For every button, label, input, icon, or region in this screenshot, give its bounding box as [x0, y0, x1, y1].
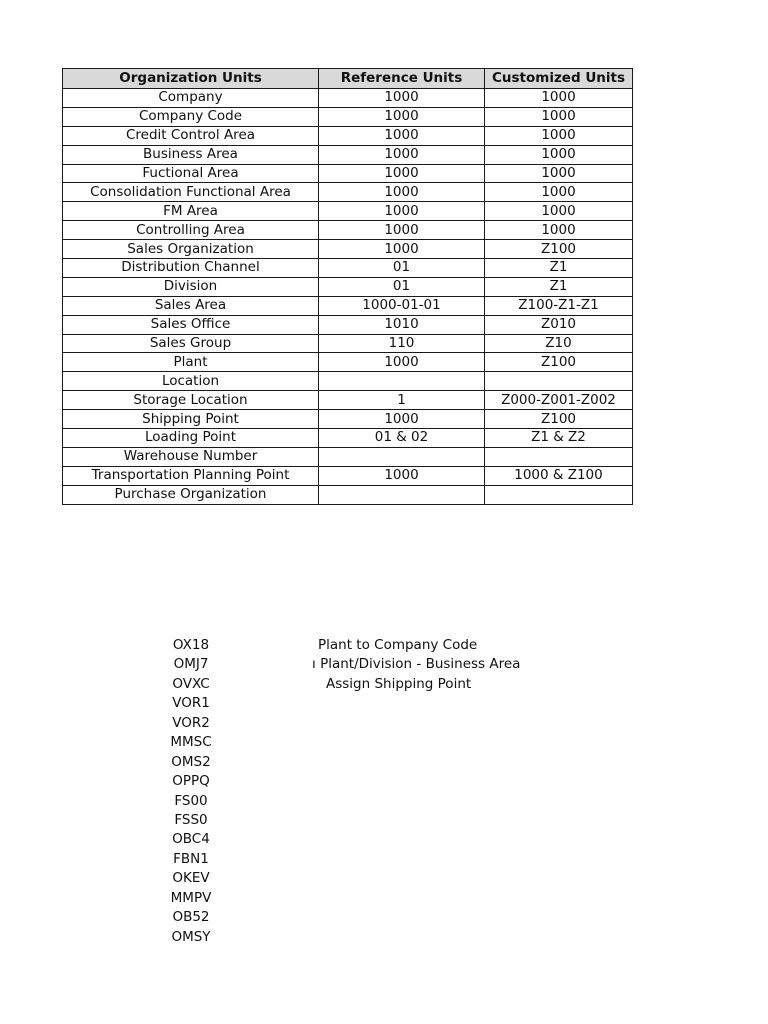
cell-reference-unit: 1000 — [319, 89, 485, 108]
cell-customized-unit: Z010 — [485, 315, 633, 334]
cell-organization-unit: Transportation Planning Point — [63, 466, 319, 485]
header-customized-units: Customized Units — [485, 69, 633, 89]
description-item: Plant to Company Code — [318, 637, 478, 653]
table-row — [63, 429, 633, 448]
table-row — [63, 126, 633, 145]
cell-customized-unit: 1000 — [485, 221, 633, 240]
table-row — [63, 259, 633, 278]
table-row — [63, 202, 633, 221]
table-row — [63, 447, 633, 466]
cell-organization-unit: Fuctional Area — [63, 164, 319, 183]
cell-customized-unit: Z100 — [485, 410, 633, 429]
table-row — [63, 485, 633, 504]
table-row — [63, 107, 633, 126]
cell-organization-unit: Credit Control Area — [63, 126, 319, 145]
transaction-code-item: FBN1 — [173, 850, 209, 867]
cell-organization-unit: Sales Organization — [63, 240, 319, 259]
table-row — [63, 315, 633, 334]
cell-customized-unit: Z100-Z1-Z1 — [485, 296, 633, 315]
transaction-code-item: VOR1 — [172, 695, 210, 712]
cell-organization-unit: FM Area — [63, 202, 319, 221]
transaction-code-item: OB52 — [172, 909, 210, 926]
table-row — [63, 391, 633, 410]
cell-reference-unit: 1000-01-01 — [319, 296, 485, 315]
cell-organization-unit: Sales Office — [63, 315, 319, 334]
transaction-code-item: FSS0 — [174, 811, 208, 828]
cell-reference-unit: 1000 — [319, 107, 485, 126]
cell-organization-unit: Storage Location — [63, 391, 319, 410]
cell-organization-unit: Sales Area — [63, 296, 319, 315]
transaction-code-item: OMSY — [171, 928, 211, 945]
cell-customized-unit — [485, 447, 633, 466]
cell-customized-unit: Z100 — [485, 353, 633, 372]
description-text: Plant/Division - Business Area — [320, 656, 521, 673]
cell-reference-unit: 1000 — [319, 221, 485, 240]
cell-reference-unit: 01 — [319, 259, 485, 278]
cell-customized-unit: 1000 — [485, 183, 633, 202]
cell-customized-unit: Z1 — [485, 277, 633, 296]
cell-customized-unit: Z1 — [485, 259, 633, 278]
cell-customized-unit: 1000 — [485, 107, 633, 126]
table-row — [63, 466, 633, 485]
cell-reference-unit: 110 — [319, 334, 485, 353]
table-header-row — [63, 69, 633, 89]
cell-customized-unit — [485, 485, 633, 504]
cell-customized-unit: 1000 — [485, 164, 633, 183]
cell-reference-unit — [319, 447, 485, 466]
cell-organization-unit: Company — [63, 89, 319, 108]
cell-reference-unit: 01 — [319, 277, 485, 296]
cell-customized-unit: 1000 — [485, 145, 633, 164]
header-organization-units: Organization Units — [63, 69, 319, 89]
cell-reference-unit: 1000 — [319, 353, 485, 372]
cell-reference-unit: 1000 — [319, 164, 485, 183]
cell-reference-unit: 1000 — [319, 202, 485, 221]
organization-units-table — [62, 68, 633, 505]
cell-reference-unit: 1000 — [319, 145, 485, 164]
transaction-code-item: MMSC — [170, 734, 212, 751]
clipped-char: ı — [312, 656, 316, 673]
cell-reference-unit — [319, 485, 485, 504]
header-reference-units: Reference Units — [319, 69, 485, 89]
table-row — [63, 372, 633, 391]
transaction-code-item: OPPQ — [172, 773, 210, 790]
table-row — [63, 334, 633, 353]
cell-organization-unit: Controlling Area — [63, 221, 319, 240]
description-item: Assign Shipping Point — [326, 675, 472, 692]
cell-reference-unit: 1000 — [319, 183, 485, 202]
cell-organization-unit: Company Code — [63, 107, 319, 126]
transaction-code-list — [150, 636, 232, 947]
cell-customized-unit: 1000 — [485, 202, 633, 221]
transaction-description-list — [312, 636, 521, 694]
cell-organization-unit: Location — [63, 372, 319, 391]
cell-organization-unit: Warehouse Number — [63, 447, 319, 466]
table-row — [63, 164, 633, 183]
cell-organization-unit: Sales Group — [63, 334, 319, 353]
cell-customized-unit: Z10 — [485, 334, 633, 353]
description-item — [312, 655, 520, 674]
transaction-code-item: OMS2 — [171, 753, 211, 770]
transaction-code-item: OMJ7 — [173, 656, 209, 673]
transaction-code-item: MMPV — [170, 889, 212, 906]
cell-reference-unit: 1000 — [319, 240, 485, 259]
cell-customized-unit: Z000-Z001-Z002 — [485, 391, 633, 410]
cell-reference-unit: 01 & 02 — [319, 429, 485, 448]
transaction-code-item: OKEV — [172, 870, 210, 887]
cell-organization-unit: Division — [63, 277, 319, 296]
cell-customized-unit: Z100 — [485, 240, 633, 259]
cell-organization-unit: Purchase Organization — [63, 485, 319, 504]
cell-customized-unit: 1000 & Z100 — [485, 466, 633, 485]
cell-organization-unit: Loading Point — [63, 429, 319, 448]
table-row — [63, 221, 633, 240]
table-row — [63, 183, 633, 202]
table-row — [63, 410, 633, 429]
cell-reference-unit: 1000 — [319, 466, 485, 485]
cell-reference-unit: 1010 — [319, 315, 485, 334]
cell-customized-unit: 1000 — [485, 89, 633, 108]
table-row — [63, 240, 633, 259]
table-body — [63, 89, 633, 505]
cell-reference-unit — [319, 372, 485, 391]
cell-reference-unit: 1 — [319, 391, 485, 410]
cell-reference-unit: 1000 — [319, 410, 485, 429]
cell-organization-unit: Business Area — [63, 145, 319, 164]
cell-organization-unit: Distribution Channel — [63, 259, 319, 278]
transaction-code-item: OVXC — [172, 675, 210, 692]
cell-reference-unit: 1000 — [319, 126, 485, 145]
transaction-code-item: FS00 — [174, 792, 208, 809]
cell-organization-unit: Consolidation Functional Area — [63, 183, 319, 202]
cell-organization-unit: Shipping Point — [63, 410, 319, 429]
cell-customized-unit: Z1 & Z2 — [485, 429, 633, 448]
transaction-code-item: VOR2 — [172, 714, 210, 731]
table-row — [63, 277, 633, 296]
cell-customized-unit: 1000 — [485, 126, 633, 145]
table-row — [63, 145, 633, 164]
transaction-code-item: OX18 — [172, 637, 210, 653]
table-row — [63, 89, 633, 108]
cell-organization-unit: Plant — [63, 353, 319, 372]
cell-customized-unit — [485, 372, 633, 391]
transaction-code-item: OBC4 — [172, 831, 210, 848]
table-row — [63, 296, 633, 315]
table-row — [63, 353, 633, 372]
